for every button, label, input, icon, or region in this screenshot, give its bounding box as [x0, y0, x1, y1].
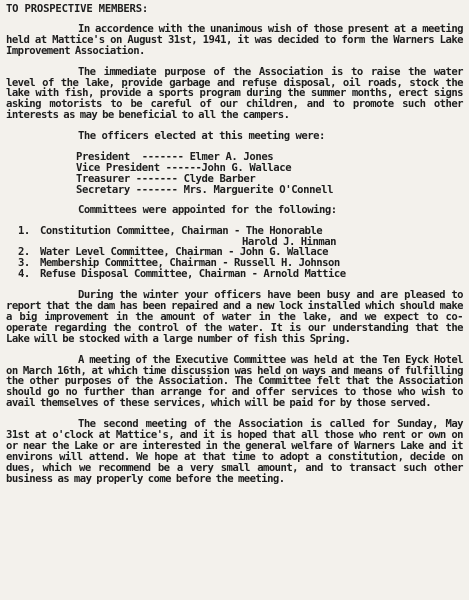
committees-list	[18, 226, 463, 281]
officers-list	[76, 152, 463, 196]
committee-number: 2.	[18, 246, 30, 259]
paragraph-second-meeting: The second meeting of the Association is called for Sunday, May 31st at o'clock at Mattice's, and it is hoped that all those who rent or own on or near the Lake or are interested in the general welfare of Warners Lake and it environs will attend. We hope at that time to adopt a constitution, decide on dues, which we recommend be a very small amount, and to transact such other business as may properly come before the meeting.	[6, 418, 463, 485]
committee-number: 1.	[18, 224, 30, 237]
paragraph-purpose: The immediate purpose of the Association is to raise the water level of the lake, provide garbage and refuse disposal, oil roads, stock the lake with fish, provide a sports program during the summer months, erect signs asking motorists to be careful of our children, and to promote such other interests as may be beneficial to all the campers.	[6, 65, 463, 122]
committees-intro: Committees were appointed for the following:	[78, 203, 337, 216]
committee-text: Constitution Committee, Chairman - The Honorable	[40, 224, 323, 237]
officer-treasurer: Treasurer ------- Clyde Barber	[76, 172, 256, 185]
officers-intro: The officers elected at this meeting were:	[78, 130, 325, 143]
committee-text: Membership Committee, Chairman - Russell H. Johnson	[40, 257, 340, 270]
committee-item	[18, 226, 463, 237]
committee-number: 3.	[18, 257, 30, 270]
officer-secretary: Secretary ------- Mrs. Marguerite O'Connell	[76, 183, 334, 196]
committee-text: Water Level Committee, Chairman - John G. Wallace	[40, 246, 329, 259]
paragraph-formation: In accordence with the unanimous wish of those present at a meeting held at Mattice's on August 31st, 1941, it was decided to form the Warners Lake Improvement Association.	[6, 22, 463, 57]
salutation: TO PROSPECTIVE MEMBERS:	[6, 3, 149, 15]
paragraph-executive-meeting: A meeting of the Executive Committee was held at the Ten Eyck Hotel on March 16th, at which time discussion was held on ways and means of fulfilling the other purposes of the Association. The Committee felt that the Association should go no further than arrange for and offer services to those who wish to avail themselves of these services, which will be paid for by those served.	[6, 353, 463, 410]
committee-continuation: Harold J. Hinman	[242, 235, 337, 248]
paragraph-winter-report: During the winter your officers have been busy and are pleased to report that the dam has been repaired and a new lock installed which should make a big improvement in the amount of water in the lake, and we expect to co-operate regarding the control of the water. It is our understanding that the Lake will be stocked with a large number of fish this Spring.	[6, 289, 463, 345]
officer-vice-president: Vice President ------John G. Wallace	[76, 161, 292, 174]
committee-text: Refuse Disposal Committee, Chairman - Arnold Mattice	[40, 268, 346, 281]
officer-president: President ------- Elmer A. Jones	[76, 151, 274, 164]
committee-item	[18, 269, 463, 280]
committee-number: 4.	[18, 268, 30, 281]
